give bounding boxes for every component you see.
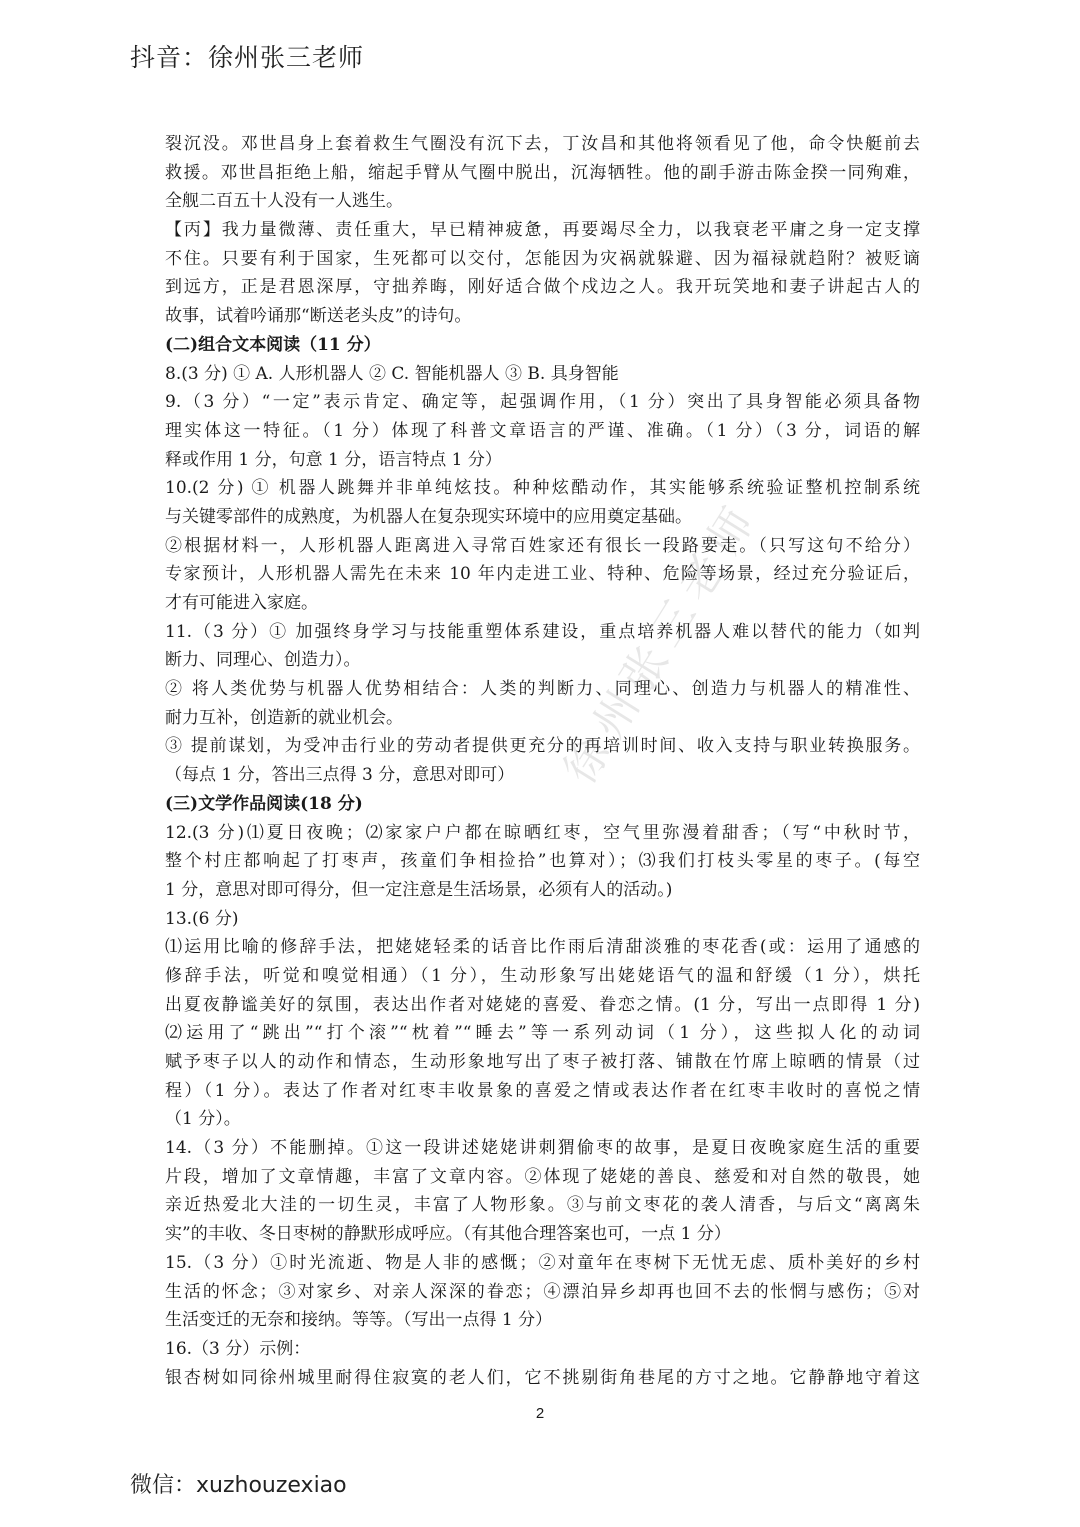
text-line: 耐力互补，创造新的就业机会。 — [165, 707, 403, 728]
text-line: 10.(2 分) ① 机器人跳舞并非单纯炫技。种种炫酷动作，其实能够系统验证整机控制系统 — [165, 478, 920, 499]
text-line: 赋予枣子以人的动作和情态，生动形象地写出了枣子被打落、铺散在竹席上晾晒的情景（过 — [165, 1052, 920, 1072]
text-line: 到远方，正是君恩深厚，守拙养晦，刚好适合做个戍边之人。我开玩笑地和妻子讲起古人的 — [165, 277, 920, 298]
text-line: 全舰二百五十人没有一人逃生。 — [165, 191, 403, 212]
text-line: 断力、同理心、创造力）。 — [165, 650, 361, 671]
text-line: 整个村庄都响起了打枣声，孩童们争相捡拾”也算对）；⑶我们打枝头零星的枣子。(每空 — [165, 851, 920, 872]
text-line: 16.（3 分）示例： — [165, 1338, 311, 1359]
text-line: 故事，试着吟诵那“断送老头皮”的诗句。 — [165, 306, 472, 327]
text-line: 9.（3 分）“一定”表示肯定、确定等，起强调作用，（1 分）突出了具身智能必须具备物 — [165, 392, 920, 413]
text-line: 修辞手法，听觉和嗅觉相通）（1 分），生动形象写出姥姥语气的温和舒缓（1 分），烘托 — [165, 965, 920, 986]
text-line: 才有可能进入家庭。 — [165, 593, 318, 613]
section-heading: (二)组合文本阅读（11 分） — [165, 334, 381, 355]
text-line: 14.（3 分）不能删掉。①这一段讲述姥姥讲刺猬偷枣的故事，是夏日夜晚家庭生活的重要 — [165, 1138, 920, 1159]
text-line: 生活变迁的无奈和接纳。等等。（写出一点得 1 分） — [165, 1310, 553, 1331]
text-line: 理实体这一特征。（1 分）体现了科普文章语言的严谨、准确。（1 分）（3 分，词语的解 — [165, 420, 920, 441]
text-line: 实”的丰收、冬日枣树的静默形成呼应。（有其他合理答案也可，一点 1 分） — [165, 1224, 731, 1245]
text-line: 银杏树如同徐州城里耐得住寂寞的老人们，它不挑剔街角巷尾的方寸之地。它静静地守着这 — [165, 1367, 920, 1388]
text-line: ③ 提前谋划，为受冲击行业的劳动者提供更充分的再培训时间、收入支持与职业转换服务。 — [165, 736, 920, 757]
text-line: 12.(3 分)⑴夏日夜晚；⑵家家户户都在晾晒红枣，空气里弥漫着甜香；（写“中秋时节， — [165, 822, 920, 843]
text-line: ⑴运用比喻的修辞手法，把姥姥轻柔的话音比作雨后清甜淡雅的枣花香(或：运用了通感的 — [165, 937, 920, 958]
text-line: 【丙】我力量微薄、责任重大，早已精神疲惫，再要竭尽全力，以我衰老平庸之身一定支撑 — [165, 220, 920, 241]
header-author: 抖音：徐州张三老师 — [130, 43, 365, 72]
text-line: ② 将人类优势与机器人优势相结合：人类的判断力、同理心、创造力与机器人的精准性、 — [165, 679, 920, 700]
text-line: 11.（3 分）① 加强终身学习与技能重塑体系建设，重点培养机器人难以替代的能力（如判 — [165, 621, 920, 642]
page-number: 2 — [535, 1405, 545, 1422]
text-line: 15.（3 分）①时光流逝、物是人非的感慨；②对童年在枣树下无忧无虑、质朴美好的乡村 — [165, 1252, 920, 1273]
text-line: 程）（1 分）。表达了作者对红枣丰收景象的喜爱之情或表达作者在红枣丰收时的喜悦之情 — [165, 1080, 920, 1101]
text-line: 裂沉没。邓世昌身上套着救生气圈没有沉下去，丁汝昌和其他将领看见了他，命令快艇前去 — [165, 134, 920, 154]
text-line: 亲近热爱北大洼的一切生灵，丰富了人物形象。③与前文枣花的袭人清香，与后文“离离朱 — [165, 1195, 920, 1216]
text-line: 片段，增加了文章情趣，丰富了文章内容。②体现了姥姥的善良、慈爱和对自然的敬畏，她 — [165, 1166, 920, 1187]
text-line: 与关键零部件的成熟度，为机器人在复杂现实环境中的应用奠定基础。 — [165, 506, 692, 527]
section-heading: (三)文学作品阅读(18 分) — [165, 793, 363, 814]
text-line: 8.(3 分) ① A. 人形机器人 ② C. 智能机器人 ③ B. 具身智能 — [165, 363, 619, 384]
footer-wechat: 微信：xuzhouzexiao — [130, 1473, 347, 1498]
text-line: 出夏夜静谧美好的氛围，表达出作者对姥姥的喜爱、眷恋之情。(1 分，写出一点即得 1 分) — [165, 994, 920, 1015]
text-line: 13.(6 分) — [165, 908, 239, 929]
text-line: ②根据材料一，人形机器人距离进入寻常百姓家还有很长一段路要走。（只写这句不给分） — [165, 535, 920, 556]
watermark-text: 徐州张三老师 — [554, 491, 770, 793]
text-line: 1 分，意思对即可得分，但一定注意是生活场景，必须有人的活动。) — [165, 879, 673, 900]
text-line: 生活的怀念；③对家乡、对亲人深深的眷恋；④漂泊异乡却再也回不去的怅惘与感伤；⑤对 — [165, 1281, 920, 1302]
answer-content — [165, 130, 920, 1392]
text-line: ⑵运用了“跳出”“打个滚”“枕着”“睡去”等一系列动词（1 分），这些拟人化的动词 — [165, 1023, 920, 1044]
text-line: 救援。邓世昌拒绝上船，缩起手臂从气圈中脱出，沉海牺牲。他的副手游击陈金揆一同殉难， — [165, 162, 920, 183]
text-line: 专家预计，人形机器人需先在未来 10 年内走进工业、特种、危险等场景，经过充分验证后， — [165, 564, 920, 585]
text-line: 不住。只要有利于国家，生死都可以交付，怎能因为灾祸就躲避、因为福禄就趋附？被贬谪 — [165, 248, 920, 269]
text-line: 释或作用 1 分，句意 1 分，语言特点 1 分） — [165, 449, 502, 470]
text-line: （每点 1 分，答出三点得 3 分，意思对即可） — [165, 765, 515, 786]
text-line: （1 分）。 — [165, 1109, 241, 1130]
